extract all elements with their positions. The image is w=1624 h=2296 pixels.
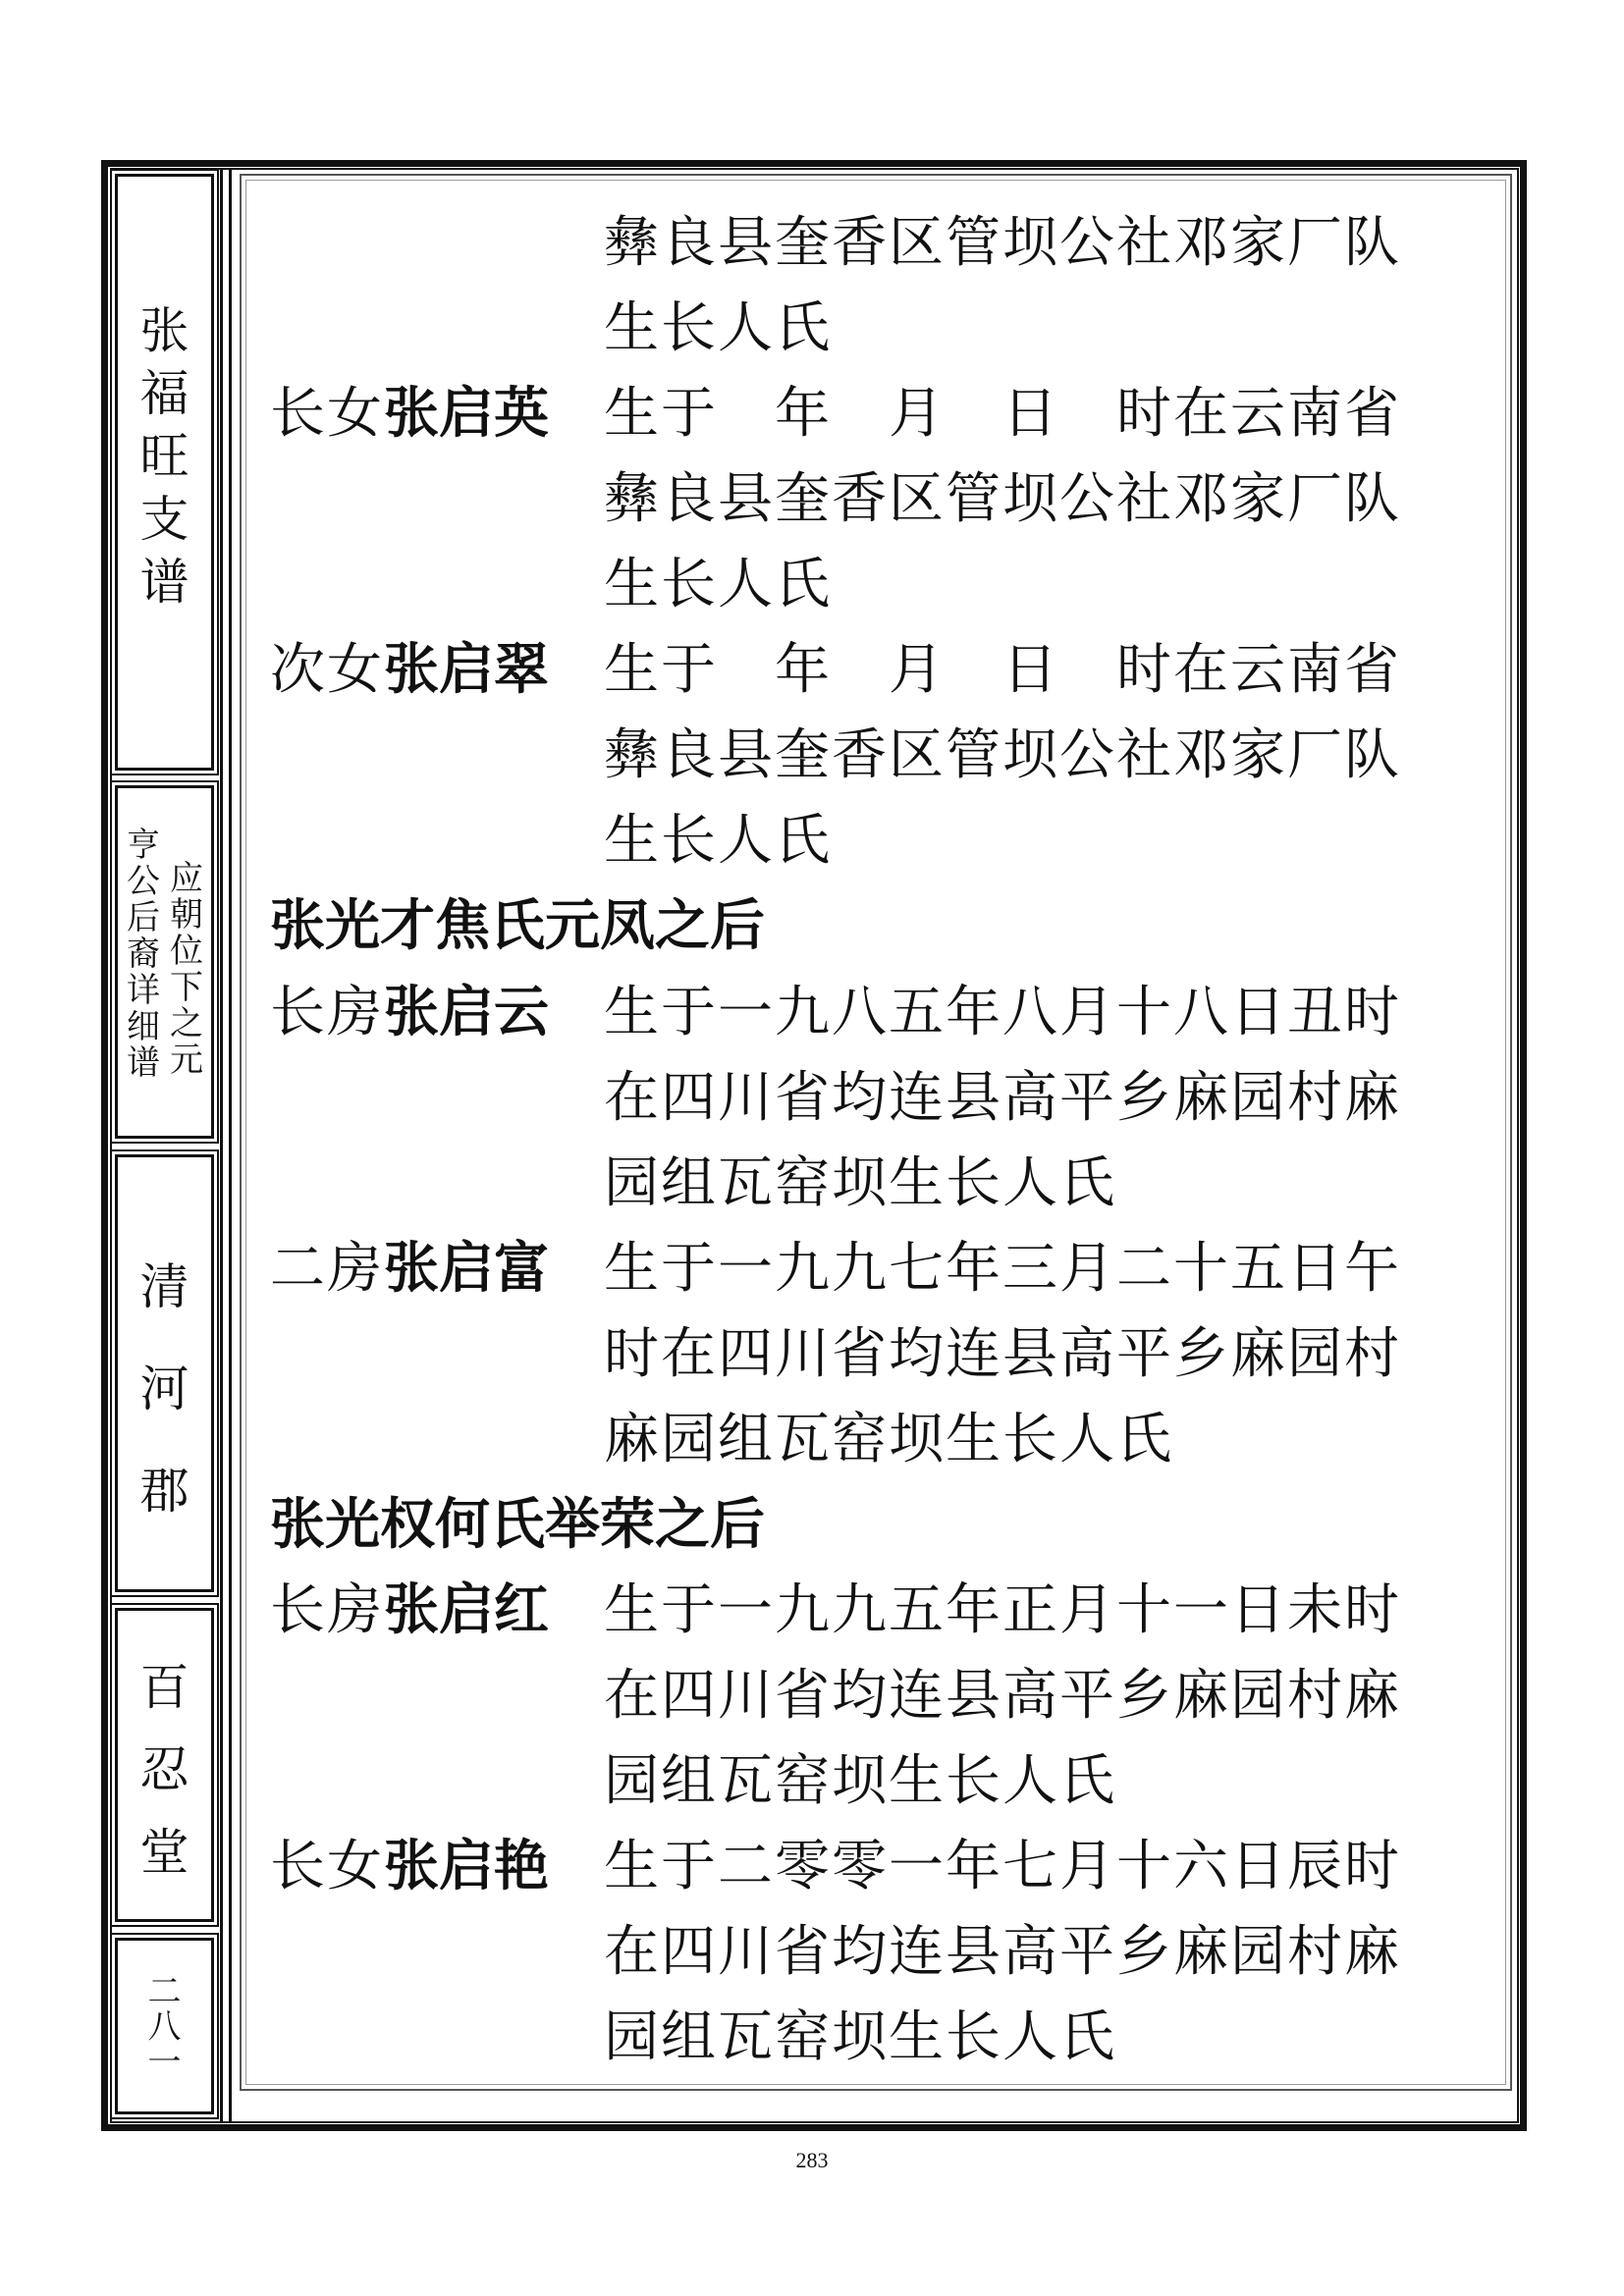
entry-line: 彝良县奎香区管坝公社邓家厂队 (604, 723, 1401, 787)
entry-line: 麻园组瓦窑坝生长人氏 (604, 1408, 1173, 1471)
spine-title: 张 福 旺 支 谱 (139, 302, 189, 611)
person-name: 张启云 (384, 981, 549, 1044)
entry-line: 彝良县奎香区管坝公社邓家厂队 (604, 211, 1401, 275)
entry-line: 园组瓦窑坝生长人氏 (604, 2005, 1116, 2069)
entry-line: 时在四川省均连县高平乡麻园村 (604, 1322, 1401, 1386)
person-birth: 生于 年 月 日 时在云南省 (604, 638, 1401, 702)
person-name: 张启翠 (384, 638, 549, 702)
entry-line: 在四川省均连县高平乡麻园村麻 (604, 1066, 1401, 1130)
spine-page-box (115, 1938, 214, 2114)
spine-divider-inner (229, 168, 232, 2123)
person-rank: 次女 (270, 638, 384, 702)
person-birth: 生于 年 月 日 时在云南省 (604, 382, 1401, 446)
spine-subtitle-left: 亨 公 后 裔 详 细 谱 (127, 826, 160, 1083)
person-birth: 生于一九八五年八月十八日丑时 (604, 981, 1401, 1044)
spine-page-chinese: 二 八 一 (147, 1972, 182, 2082)
section-heading: 张光才焦氏元凤之后 (270, 894, 765, 958)
person-rank: 二房 (270, 1237, 384, 1301)
entry-line: 生长人氏 (604, 553, 832, 616)
spine-region-box (115, 1154, 214, 1592)
person-rank: 长房 (270, 981, 384, 1044)
person-birth: 生于一九九七年三月二十五日午 (604, 1237, 1401, 1301)
entry-line: 在四川省均连县高平乡麻园村麻 (604, 1920, 1401, 1984)
spine-hall-name: 百 忍 堂 (139, 1659, 189, 1881)
entry-line: 彝良县奎香区管坝公社邓家厂队 (604, 467, 1401, 531)
section-heading: 张光权何氏举荣之后 (270, 1493, 765, 1557)
person-name: 张启艳 (384, 1835, 549, 1898)
person-name: 张启红 (384, 1578, 549, 1642)
spine-title-box (115, 174, 214, 771)
person-rank: 长女 (270, 382, 384, 446)
person-birth: 生于一九九五年正月十一日未时 (604, 1578, 1401, 1642)
person-entry (270, 982, 1401, 1044)
entry-line: 生长人氏 (604, 296, 832, 360)
entry-line: 在四川省均连县高平乡麻园村麻 (604, 1664, 1401, 1728)
person-rank: 长女 (270, 1835, 384, 1898)
person-name: 张启英 (384, 382, 549, 446)
person-birth: 生于二零零一年七月十六日辰时 (604, 1835, 1401, 1898)
person-entry (270, 383, 1401, 446)
entry-line: 生长人氏 (604, 809, 832, 873)
spine-region: 清 河 郡 (139, 1258, 189, 1520)
entry-line: 园组瓦窑坝生长人氏 (604, 1749, 1116, 1813)
spine-hall-box (115, 1608, 214, 1922)
person-rank: 长房 (270, 1578, 384, 1642)
person-entry (270, 639, 1401, 702)
spine-divider (220, 168, 223, 2123)
person-entry (270, 1238, 1401, 1301)
person-name: 张启富 (384, 1237, 549, 1301)
spine-subtitle-box (115, 785, 214, 1139)
spine-subtitle-right: 应 朝 位 下 之 元 (170, 859, 203, 1080)
person-entry (270, 1579, 1401, 1642)
entry-line: 园组瓦窑坝生长人氏 (604, 1151, 1116, 1215)
person-entry (270, 1836, 1401, 1898)
page-number: 283 (795, 2148, 829, 2172)
